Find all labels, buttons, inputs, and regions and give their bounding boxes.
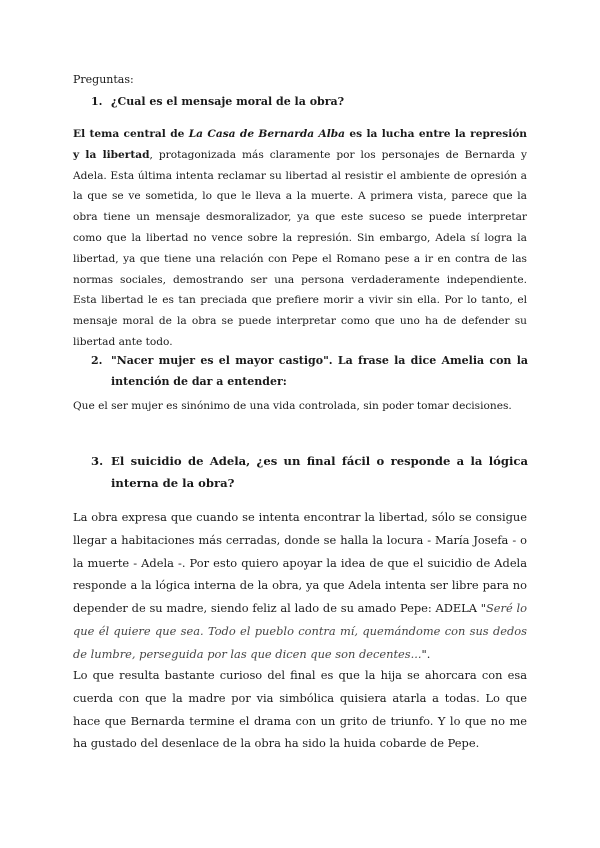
answer-1-lead-a: El tema central de: [73, 128, 189, 140]
answer-3-quote: Seré lo que él quiere que sea. Todo el pueblo contra mí, quemándome con sus dedos de lumbre, perseguida por las que dicen que son decentes...: [73, 601, 528, 661]
question-3-number: 3.: [91, 454, 104, 468]
answer-3-body: La obra expresa que cuando se intenta encontrar la libertad, sólo se consigue llegar a habitaciones más cerradas, donde se halla la locura - María Josefa - o la muerte - Adela -. Por esto quiero apoyar la idea de que el suicidio de Adela responde a la lógica interna de la obra, ya que Adela intenta ser libre para no depender de su madre, siendo feliz al lado de su amado Pepe: ADELA ": [73, 510, 527, 616]
question-1-text: ¿Cual es el mensaje moral de la obra?: [111, 95, 345, 108]
answer-3: [73, 506, 527, 666]
answer-1-lead-b: es la lucha entre la represión y la libertad: [73, 128, 527, 161]
question-3: [91, 450, 528, 494]
answer-1: [73, 124, 527, 353]
answer-3-continued: Lo que resulta bastante curioso del final es que la hija se ahorcara con esa cuerda con que la madre por via simbólica quisiera atarla a todas. Lo que hace que Bernarda termine el drama con un grito de triunfo. Y lo que no me ha gustado del desenlace de la obra ha sido la huida cobarde de Pepe.: [73, 668, 527, 751]
intro-label: Preguntas:: [73, 73, 134, 86]
question-1-number: 1.: [91, 95, 103, 108]
answer-1-body: , protagonizada más claramente por los personajes de Bernarda y Adela. Esta última intenta reclamar su libertad al resistir el ambiente de opresión a la que se ve sometida, lo que le lleva a la muerte. A primera vista, parece que la obra tiene un mensaje desmoralizador, ya que este suceso se puede interpretar como que la libertad no vence sobre la represión. Sin embargo, Adela sí logra la libertad, ya que tiene una relación con Pepe el Romano pese a ir en contra de las normas sociales, demostrando ser una persona verdaderamente independiente. Esta libertad le es tan preciada que prefiere morir a vivir sin ella. Por lo tanto, el mensaje moral de la obra se puede interpretar como que uno ha de defender su libertad ante todo.: [73, 148, 527, 348]
question-2-number: 2.: [91, 354, 103, 367]
answer-2: Que el ser mujer es sinónimo de una vida controlada, sin poder tomar decisiones.: [73, 400, 512, 412]
question-2-text: "Nacer mujer es el mayor castigo". La frase la dice Amelia con la intención de dar a entender:: [111, 354, 528, 388]
answer-3-end: ".: [421, 646, 431, 661]
question-1: [91, 95, 344, 108]
question-2: [91, 350, 528, 392]
answer-1-lead-title: La Casa de Bernarda Alba: [188, 128, 346, 140]
question-3-text: El suicidio de Adela, ¿es un final fácil o responde a la lógica interna de la obra?: [111, 454, 528, 490]
